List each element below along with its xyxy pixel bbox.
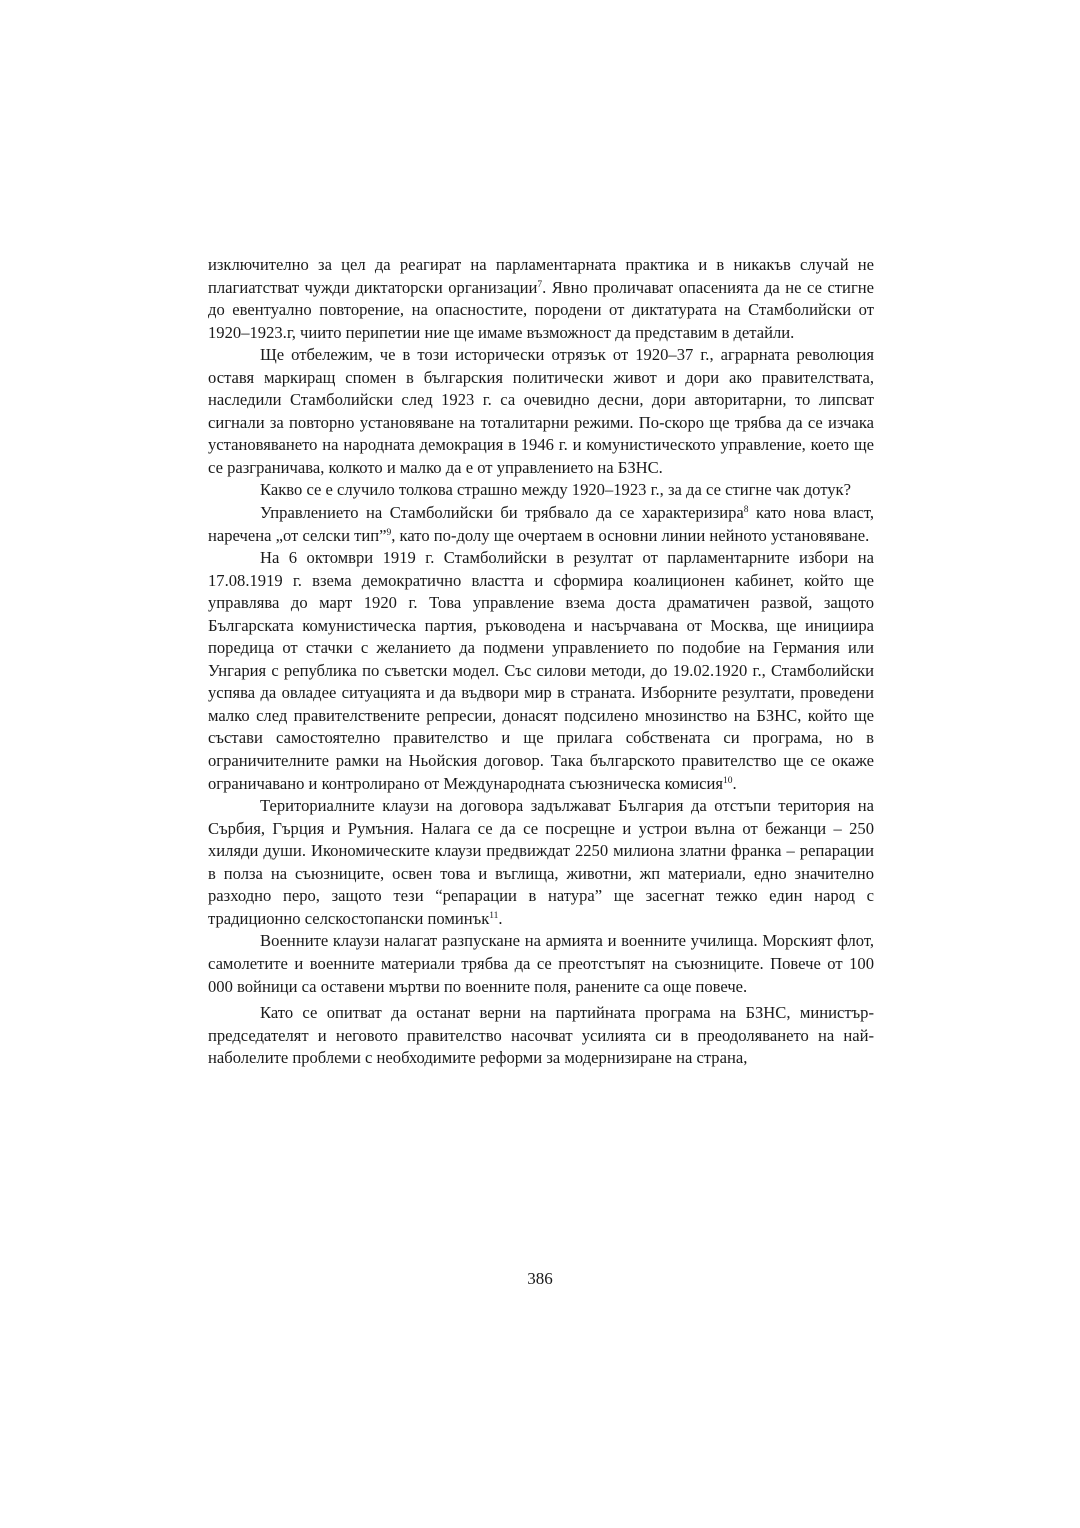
footnote-ref-10[interactable]: 10 [723, 775, 733, 786]
paragraph-3: Какво се е случило толкова страшно между 1920–1923 г., за да се стигне чак дотук? [260, 480, 851, 500]
paragraph-6: Териториалните клаузи на договора задължават България да отстъпи територия на Сърбия, Гърция и Румъния. Налага се да се посрещне и устрои вълна от бежанци – 250 хиляди души. Икономическите клаузи предвиждат 2250 милиона златни франка – репарации в полза на съюзниците, освен това и въглища, животни, жп материали, едно значително разходно перо, защото тези “репарации в натура” ще засегнат тежко един народ с традиционно селскостопански поминък$^{11}$. [208, 796, 874, 928]
footnote-ref-11[interactable]: 11 [489, 910, 499, 921]
paragraph-7: Военните клаузи налагат разпускане на армията и военните училища. Морският флот, самолетите и военните материали трябва да се преотстъпят на съюзниците. Повече от 100 000 войници са оставени мъртви по военните поля, ранените са още повече. [208, 931, 874, 996]
paragraph-2: Ще отбележим, че в този исторически отрязък от 1920–37 г., аграрната революция оставя маркиращ спомен в българския политически живот и дори ако правителствата, наследили Стамболийски след 1923 г. са очевидно десни, дори авторитарни, то липсват сигнали за повторно установяване на тоталитарни режими. По-скоро ще трябва да се изчака установяването на народната демокрация в 1946 г. и комунистическото управление, което ще се разграничава, колкото и малко да е от управлението на БЗНС. [208, 345, 874, 477]
paragraph-4: Управлението на Стамболийски би трябвало да се характеризира$^8$ като нова власт, наречена „от селски тип”$^9$, като по-долу ще очертаем в основни линии нейното установяване. [208, 503, 874, 545]
body-text [208, 254, 874, 1070]
footnote-ref-9[interactable]: 9 [386, 527, 392, 538]
page-number: 386 [527, 1269, 553, 1288]
paragraph-5: На 6 октомври 1919 г. Стамболийски в резултат от парламентарните избори на 17.08.1919 г. взема демократично властта и сформира коалиционен кабинет, който ще управлява до март 1920 г. Това управление взема доста драматичен развой, защото Българската комунистическа партия, ръководена и насърчавана от Москва, ще инициира поредица от стачки с желанието да подмени управлението по подобие на Германия или Унгария с република по съветски модел. Със силови методи, до 19.02.1920 г., Стамболийски успява да овладее ситуацията и да въдвори мир в страната. Изборните резултати, проведени малко след правителствените репресии, донасят подсилено мнозинство на БЗНС, който ще състави самостоятелно правителство и ще прилага собствената си програма, но в ограничителните рамки на Ньойския договор. Така българското правителство ще се окаже ограничавано и контролирано от Международната съюзническа комисия$^{10}$. [208, 548, 874, 793]
paragraph-8: Като се опитват да останат верни на партийната програма на БЗНС, министър-председателят и неговото правителство насочват усилията си в преодоляването на най-наболелите проблеми с необходимите реформи за модернизиране на страна, [208, 1003, 874, 1068]
footnote-ref-8[interactable]: 8 [743, 505, 749, 516]
footnote-ref-7[interactable]: 7 [537, 279, 543, 290]
paragraph-1: изключително за цел да реагират на парламентарната практика и в никакъв случай не плагиатстват чужди диктаторски организации$^7$. Явно проличават опасенията да не се стигне до евентуално повторение, на опасностите, породени от диктатурата на Стамболийски от 1920–1923.г, чиито перипетии ние ще имаме възможност да представим в детайли. [208, 255, 874, 342]
